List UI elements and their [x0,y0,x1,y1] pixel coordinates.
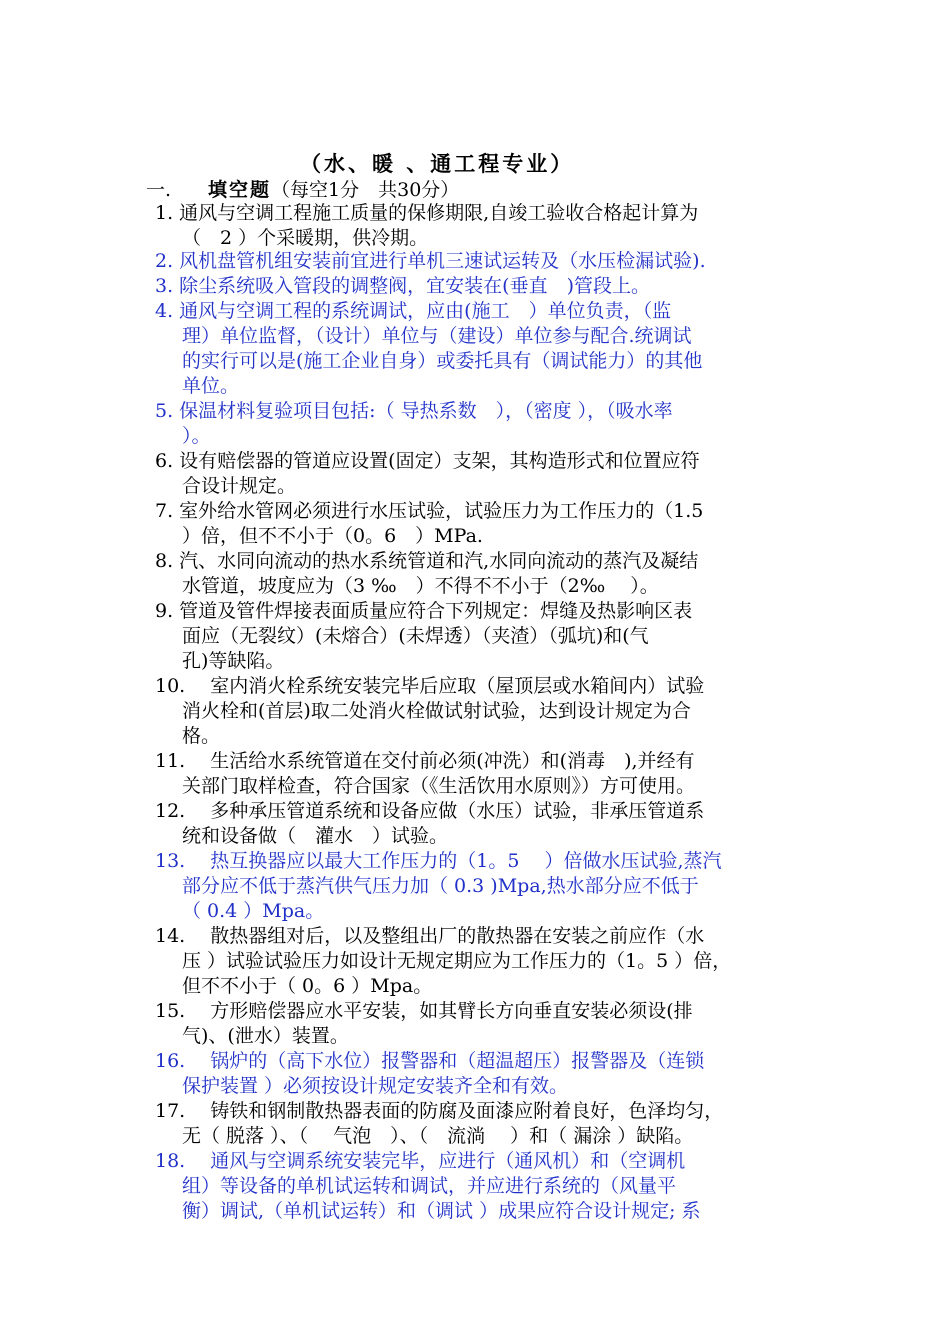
question-line: 8. 汽、水同向流动的热水系统管道和汽,水同向流动的蒸汽及凝结 [155,550,699,572]
section-heading [146,175,459,202]
question-line: 13. 热互换器应以最大工作压力的（1。5 ）倍做水压试验,蒸汽 [155,850,722,872]
question-line: 关部门取样检查，符合国家（《生活饮用水原则》）方可使用。 [182,775,696,797]
question-line: 单位。 [182,375,240,397]
section-note: （每空1分 共30分） [271,179,460,201]
question-line: 14. 散热器组对后，以及整组出厂的散热器在安装之前应作（水 [155,925,705,947]
question-line: 气)、(泄水）装置。 [182,1025,349,1047]
question-line: 理）单位监督，（设计）单位与（建设）单位参与配合.统调试 [182,325,692,347]
question-line: 17. 铸铁和钢制散热器表面的防腐及面漆应附着良好，色泽均匀， [155,1100,724,1122]
question-line: 衡）调试,（单机试运转）和（调试 ）成果应符合设计规定; 系 [182,1200,701,1222]
question-line: 孔)等缺陷。 [182,650,285,672]
question-line: 消火栓和(首层)取二处消火栓做试射试验，达到设计规定为合 [182,700,691,722]
question-line: 18. 通风与空调系统安装完毕，应进行（通风机）和（空调机 [155,1150,686,1172]
question-line: 的实行可以是(施工企业自身）或委托具有（调试能力）的其他 [182,350,703,372]
question-line: 2. 风机盘管机组安装前宜进行单机三速试运转及（水压检漏试验). [155,250,706,272]
question-line: 16. 锅炉的（高下水位）报警器和（超温超压）报警器及（连锁 [155,1050,705,1072]
question-line: 4. 通风与空调工程的系统调试，应由(施工 ）单位负责，（监 [155,300,672,322]
section-title: 填空题 [208,179,272,201]
question-line: 12. 多种承压管道系统和设备应做（水压）试验，非承压管道系 [155,800,705,822]
question-line: 15. 方形赔偿器应水平安装，如其臂长方向垂直安装必须设(排 [155,1000,693,1022]
question-line: 部分应不低于蒸汽供气压力加（ 0.3 )Mpa,热水部分应不低于 [182,875,699,897]
question-line: 面应（无裂纹）(未熔合）(未焊透）（夹渣）（弧坑)和(气 [182,625,649,647]
question-line: （ 2 ）个采暖期，供冷期。 [182,227,429,249]
question-line: 3. 除尘系统吸入管段的调整阀，宜安装在(垂直 )管段上。 [155,275,650,297]
question-line: 5. 保温材料复验项目包括:（ 导热系数 ），（密度 ），（吸水率 [155,400,673,422]
question-line: 合设计规定。 [182,475,297,497]
question-line: 10. 室内消火栓系统安装完毕后应取（屋顶层或水箱间内）试验 [155,675,705,697]
question-line: 9. 管道及管件焊接表面质量应符合下列规定：焊缝及热影响区表 [155,600,693,622]
question-line: 7. 室外给水管网必须进行水压试验，试验压力为工作压力的（1.5 [155,500,704,522]
question-line: 无（ 脱落 ）、（ 气泡 ）、（ 流淌 ）和（ 漏涂 ）缺陷。 [182,1125,694,1147]
question-line: 水管道，坡度应为（3 ‰ ）不得不不小于（2‰ ）。 [182,575,659,597]
question-line: ）倍，但不不小于（0。6 ）MPa. [182,525,483,547]
question-line: ）。 [182,425,211,447]
page-title: （水、暖 、通工程专业） [300,151,575,176]
question-line: 11. 生活给水系统管道在交付前必须(冲洗）和(消毒 ),并经有 [155,750,695,772]
question-line: 组）等设备的单机试运转和调试，并应进行系统的（风量平 [182,1175,677,1197]
question-line: 1. 通风与空调工程施工质量的保修期限,自竣工验收合格起计算为 [155,202,699,224]
question-line: （ 0.4 ）Mpa。 [182,900,325,922]
question-line: 格。 [182,725,221,747]
question-line: 压 ）试验试验压力如设计无规定期应为工作压力的（1。5 ）倍， [182,950,732,972]
section-number: 一. [146,179,172,201]
question-line: 统和设备做（ 灌水 ）试验。 [182,825,449,847]
question-line: 但不不小于（ 0。6 ）Mpa。 [182,975,433,997]
question-line: 保护装置 ）必须按设计规定安装齐全和有效。 [182,1075,569,1097]
question-line: 6. 设有赔偿器的管道应设置(固定）支架，其构造形式和位置应符 [155,450,700,472]
